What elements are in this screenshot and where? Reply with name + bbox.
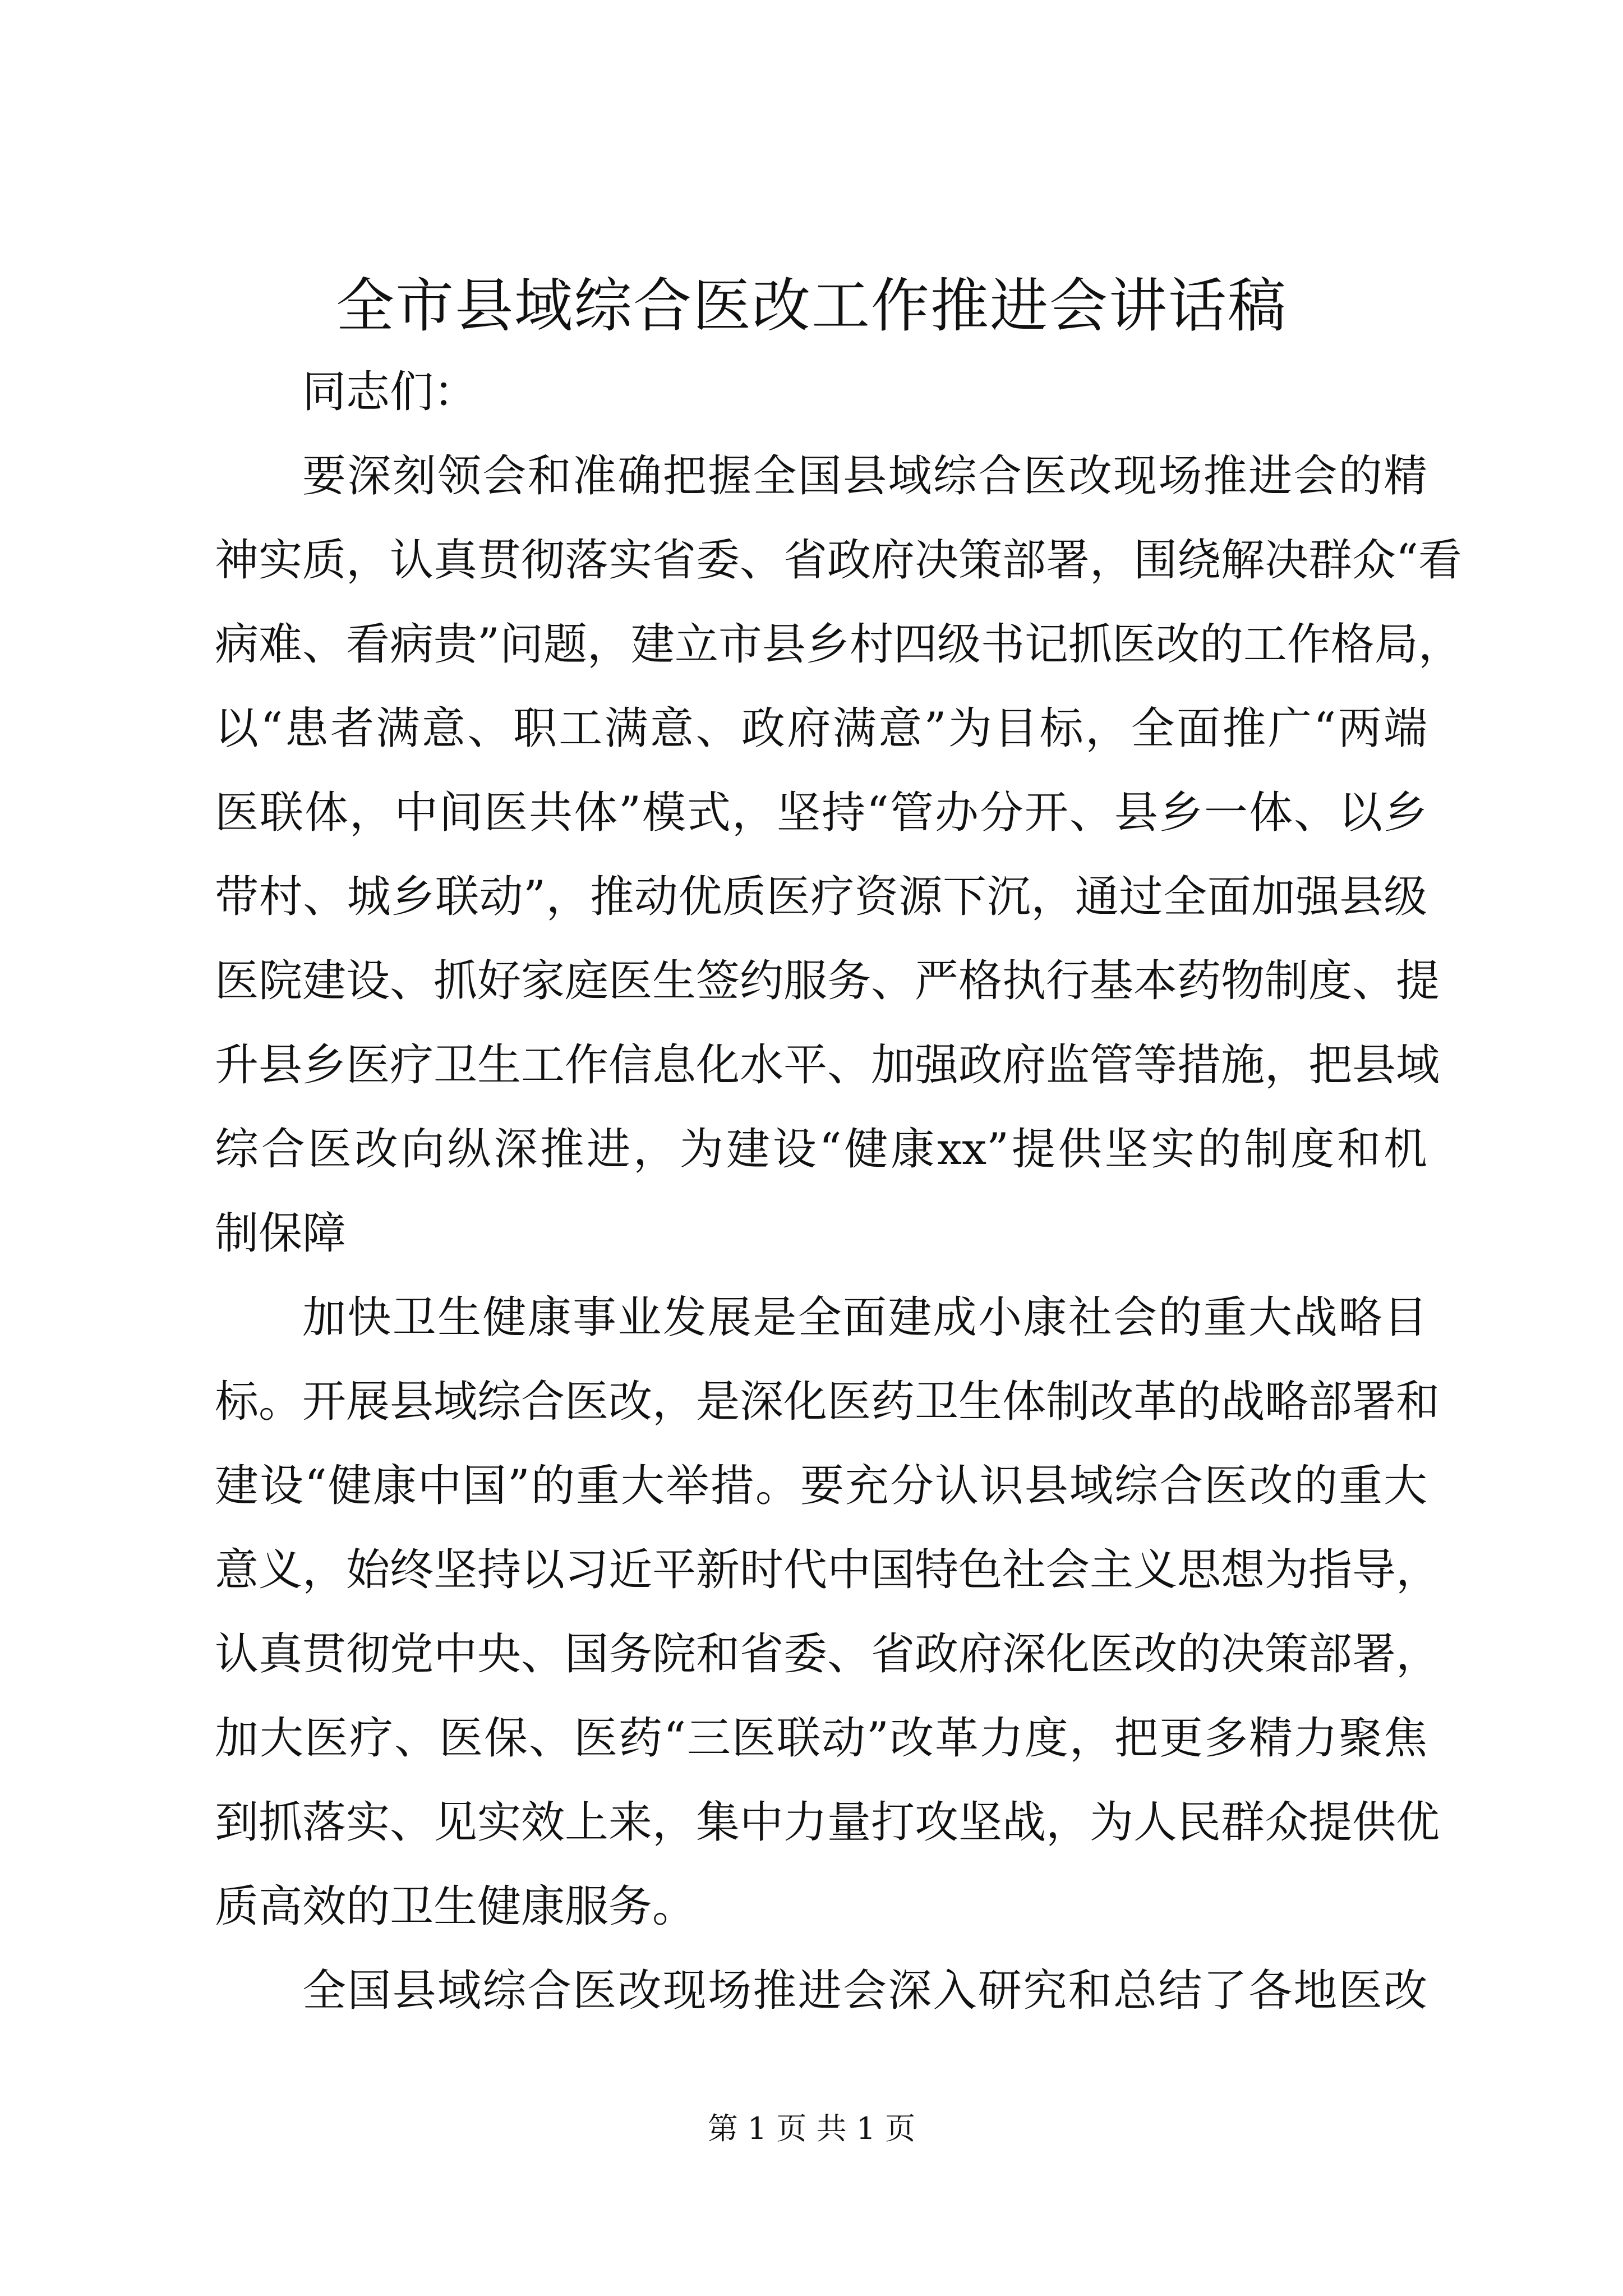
document-body [215, 350, 1462, 2033]
paragraph-line: 升县乡医疗卫生工作信息化水平、加强政府监管等措施，把县域 [215, 1040, 1440, 1091]
paragraph-line: 制保障 [215, 1208, 347, 1259]
paragraph-line: 建设“健康中国”的重大举措。要充分认识县域综合医改的重大 [215, 1461, 1427, 1511]
paragraph-line: 以“患者满意、职工满意、政府满意”为目标，全面推广“两端 [215, 703, 1427, 754]
paragraph-3 [215, 1949, 1427, 2033]
paragraph-line: 病难、看病贵”问题，建立市县乡村四级书记抓医改的工作格局， [215, 619, 1462, 670]
paragraph-1 [215, 434, 1462, 1276]
paragraph-line: 质高效的卫生健康服务。 [215, 1881, 697, 1932]
paragraph-line: 医院建设、抓好家庭医生签约服务、严格执行基本药物制度、提 [215, 956, 1440, 1006]
paragraph-line: 神实质，认真贯彻落实省委、省政府决策部署，围绕解决群众“看 [215, 535, 1462, 586]
paragraph-line: 医联体，中间医共体”模式，坚持“管办分开、县乡一体、以乡 [215, 788, 1427, 838]
paragraph-line: 综合医改向纵深推进，为建设“健康xx”提供坚实的制度和机 [215, 1124, 1427, 1175]
greeting-line: 同志们： [302, 367, 478, 417]
paragraph-line: 意义，始终坚持以习近平新时代中国特色社会主义思想为指导， [215, 1545, 1440, 1595]
paragraph-line: 加大医疗、医保、医药“三医联动”改革力度，把更多精力聚焦 [215, 1713, 1427, 1764]
paragraph-line: 带村、城乡联动”，推动优质医疗资源下沉，通过全面加强县级 [215, 872, 1427, 922]
document-title: 全市县域综合医改工作推进会讲话稿 [335, 272, 1287, 340]
paragraph-line: 认真贯彻党中央、国务院和省委、省政府深化医改的决策部署， [215, 1629, 1440, 1680]
paragraph-line: 加快卫生健康事业发展是全面建成小康社会的重大战略目 [302, 1292, 1427, 1343]
paragraph-line: 全国县域综合医改现场推进会深入研究和总结了各地医改 [302, 1966, 1427, 2016]
paragraph-line: 要深刻领会和准确把握全国县域综合医改现场推进会的精 [302, 451, 1427, 501]
paragraph-line: 到抓落实、见实效上来，集中力量打攻坚战，为人民群众提供优 [215, 1797, 1440, 1848]
paragraph-line: 标。开展县域综合医改，是深化医药卫生体制改革的战略部署和 [215, 1377, 1440, 1427]
paragraph-2 [215, 1276, 1440, 1949]
page-footer: 第 1 页 共 1 页 [707, 2111, 916, 2146]
